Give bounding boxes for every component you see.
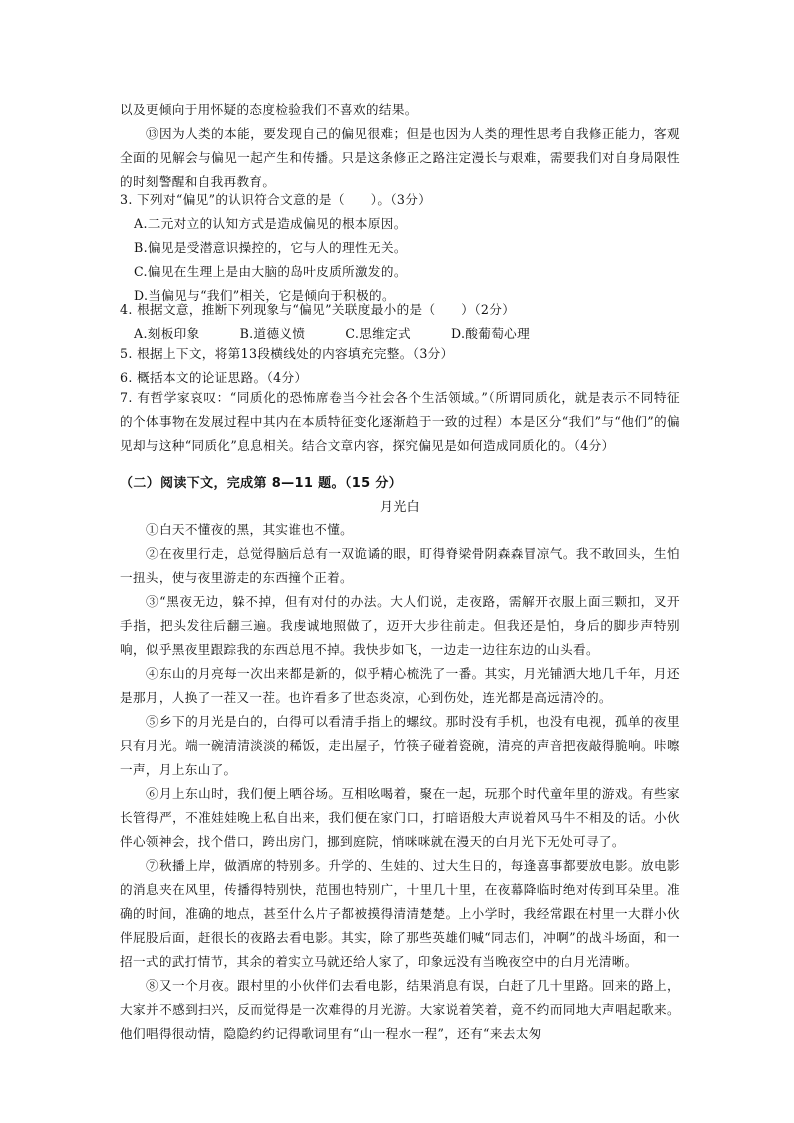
question-3-option-b: B.偏见是受潜意识操控的，它与人的理性无关。	[134, 240, 407, 255]
essay-paragraph-7: ⑦秋播上岸，做酒席的特别多。升学的、生娃的、过大生日的，每逢喜事都要放电影。放电影的消息夹在风里，传播得特别快，范围也特别广，十里几十里，在夜幕降临时绝对传到耳朵里。准确的时间，准确的地点，甚至什么片子都被摸得清清楚楚。上小学时，我经常跟在村里一大群小伙伴屁股后面，赶很长的夜路去看电影。其实，除了那些英雄们喊“同志们，冲啊”的战斗场面，和一招一式的武打情节，其余的着实立马就还给人家了，印象远没有当晚夜空中的白月光清晰。	[120, 858, 680, 969]
essay-title: 月光白	[379, 500, 421, 515]
questions-5-6-block	[120, 342, 680, 390]
section-2-block	[120, 472, 680, 520]
essay-paragraph-4: ④东山的月亮每一次出来都是新的，似乎精心梳洗了一番。其实，月光铺洒大地几千年，月还是那月，人换了一茬又一茬。也许看多了世态炎凉，心到伤处，连光都是高远清冷的。	[120, 666, 680, 705]
section-2-heading: （二）阅读下文，完成第 8—11 题。（15 分）	[120, 476, 403, 491]
essay-paragraph-5: ⑤乡下的月光是白的，白得可以看清手指上的螺纹。那时没有手机，也没有电视，孤单的夜里只有月光。端一碗清清淡淡的稀饭，走出屋子，竹筷子碰着瓷碗，清亮的声音把夜敲得脆响。咔嚓一声，月上东山了。	[120, 714, 680, 777]
paragraph-13: ⑬因为人类的本能，要发现自己的偏见很难；但是也因为人类的理性思考自我修正能力，客观全面的见解会与偏见一起产生和传播。只是这条修正之路注定漫长与艰难，需要我们对自身局限性的时刻警醒和自我再教育。	[120, 126, 680, 189]
essay-paragraph-6: ⑥月上东山时，我们便上晒谷场。互相吆喝着，聚在一起，玩那个时代童年里的游戏。有些家长管得严，不准娃娃晚上私自出来，我们便在家门口，打暗语般大声说着风马牛不相及的话。小伙伴心领神会，找个借口，跨出房门，挪到庭院，悄咪咪就在漫天的白月光下无处可寻了。	[120, 786, 680, 849]
question-3-block	[120, 188, 680, 308]
intro-tail-block	[120, 98, 680, 122]
intro-tail: 以及更倾向于用怀疑的态度检验我们不喜欢的结果。	[120, 102, 418, 117]
essay-paragraph-3: ③“黑夜无边，躲不掉，但有对付的办法。大人们说，走夜路，需解开衣服上面三颗扣，叉开手指，把头发往后翻三遍。我虔诚地照做了，迈开大步往前走。但我还是怕，身后的脚步声特别响，似乎黑夜里跟踪我的东西总甩不掉。我快步如飞，一边走一边往东边的山头看。	[120, 594, 680, 657]
question-3-option-c: C.偏见在生理上是由大脑的岛叶皮质所激发的。	[134, 264, 407, 279]
question-3-option-d: D.当偏见与“我们”相关，它是倾向于积极的。	[134, 288, 395, 303]
question-4-block	[120, 298, 680, 346]
question-5: 5. 根据上下文，将第13段横线处的内容填充完整。（3分）	[120, 346, 454, 361]
essay-paragraph-8: ⑧又一个月夜。跟村里的小伙伴们去看电影，结果消息有误，白赶了几十里路。回来的路上，大家并不感到扫兴，反而觉得是一次难得的月光游。大家说着笑着，竟不约而同地大声唱起歌来。他们唱得很动情，隐隐约约记得歌词里有“山一程水一程”，还有“来去太匆	[120, 978, 680, 1041]
question-4-option-d: D.酸葡萄心理	[450, 326, 531, 341]
question-7: 7. 有哲学家哀叹：“同质化的恐怖席卷当今社会各个生活领域。”（所谓同质化，就是表示不同特征的个体事物在发展过程中其内在本质特征变化逐渐趋于一致的过程）本是区分“我们”与“他们”的偏见却与这种“同质化”息息相关。结合文章内容，探究偏见是如何造成同质化的。（4分）	[120, 390, 680, 453]
essay-paragraph-1: ①白天不懂夜的黑，其实谁也不懂。	[146, 522, 354, 537]
essay-body	[120, 518, 680, 1046]
question-3-option-a: A.二元对立的认知方式是造成偏见的根本原因。	[134, 216, 407, 231]
question-4-option-b: B.道德义愤	[239, 326, 306, 341]
paragraph-13-block	[120, 122, 680, 194]
question-7-block	[120, 386, 680, 458]
question-3: 3. 下列对“偏见”的认识符合文意的是（ ）。（3分）	[120, 192, 432, 207]
essay-paragraph-2: ②在夜里行走，总觉得脑后总有一双诡谲的眼，盯得脊梁骨阴森森冒凉气。我不敢回头，生怕一扭头，使与夜里游走的东西撞个正着。	[120, 546, 680, 585]
question-6: 6. 概括本文的论证思路。（4分）	[120, 370, 308, 385]
question-4-option-a: A.刻板印象	[134, 326, 200, 341]
question-4: 4. 根据文意，推断下列现象与“偏见”关联度最小的是（ ）（2分）	[120, 302, 516, 317]
question-4-option-c: C.思维定式	[345, 326, 411, 341]
